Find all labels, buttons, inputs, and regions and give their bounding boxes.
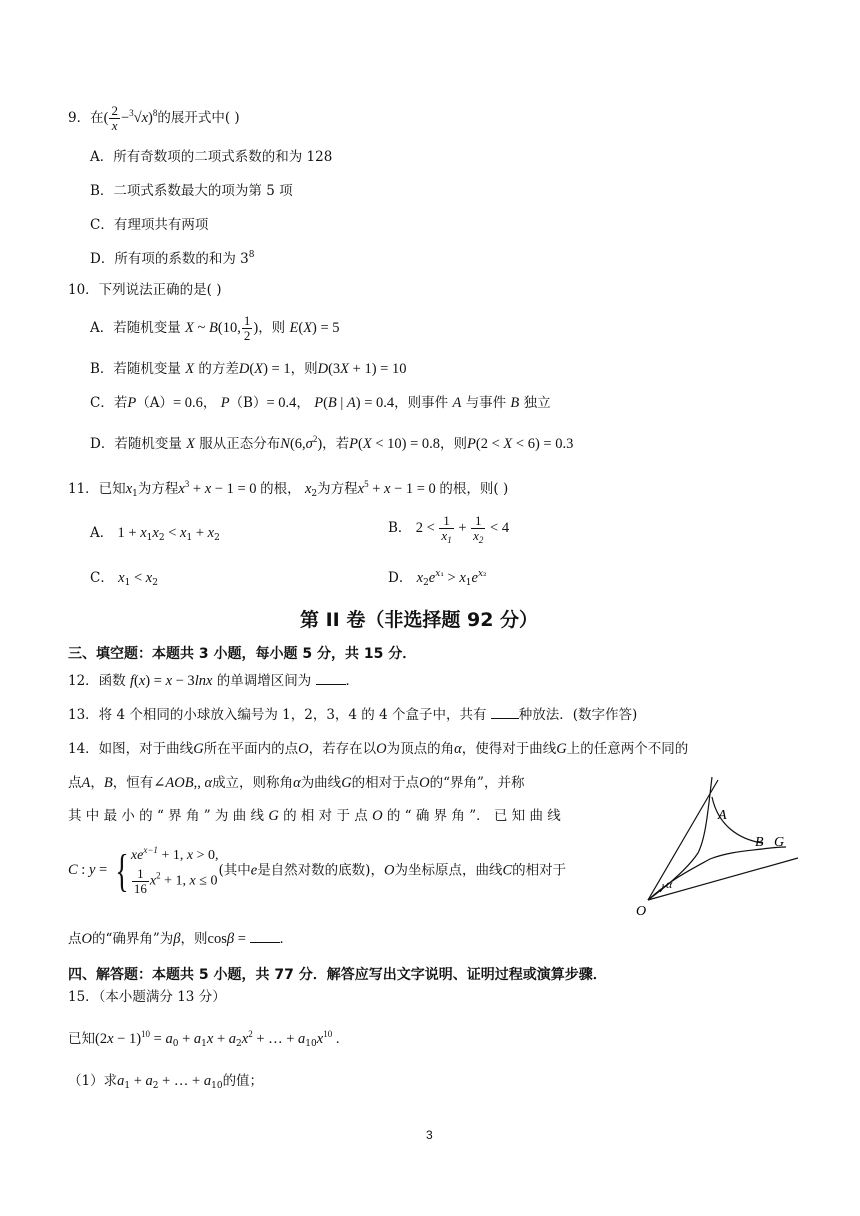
q9-stem: 9．在( $\frac{2}{x}$ −$^3$√x)$^8$的展开式中( ) [68, 103, 240, 133]
q14-line-3: 其 中 最 小 的 “ 界 角 ” 为 曲 线 G 的 相 对 于 点 O 的 “ 确 界 角 ”． 已 知 曲 线 [68, 808, 561, 824]
label-o: O [636, 904, 647, 919]
q14-line-5: 点O的“确界角”为β，则cosβ = ． [68, 931, 294, 947]
q11-option-d: D． $x_2e^{x_1} > x_1e^{x_2}$ [388, 569, 487, 588]
q10-option-d: D．若随机变量 X 服从正态分布$N(6,\sigma^2)$，若P(X < 10) = 0.8，则P(2 < X < 6) = 0.3 [90, 434, 574, 452]
ray-upper [648, 780, 718, 900]
q14-line-1: 14．如图，对于曲线G所在平面内的点O，若存在以O为顶点的角α，使得对于曲线G上的任意两个不同的 [68, 741, 689, 757]
q15-given: 已知$(2x - 1)^{10} = a_0 + a_1x + a_2x^2$ + … + $a_{10}x^{10}$ . [68, 1029, 340, 1049]
curve-g-upper [648, 777, 712, 900]
q11-option-c: C． $x_1 < x_2$ [90, 570, 158, 588]
q9-option-d: D．所有项的系数的和为 $3^8$ [90, 250, 255, 267]
q11-stem: 11．已知$x_1$为方程$x^3 + x - 1 = 0$ 的根， $x_2$为方程$x^5 + x - 1 = 0$ 的根，则( ) [68, 479, 509, 499]
part-two-title: 第 II 卷（非选择题 92 分） [300, 609, 539, 631]
page-number: 3 [426, 1128, 433, 1142]
q10-option-b: B．若随机变量 X 的方差D(X) = 1，则D(3X + 1) = 10 [90, 361, 407, 377]
q11-option-a: A． $1 + x_1x_2 < x_1 + x_2$ [90, 525, 220, 543]
curve-g-lower [648, 847, 786, 900]
q14-line-2: 点A，B，恒有∠AOB,, α成立，则称角α为曲线G的相对于点O的“界角”，并称 [68, 775, 525, 791]
label-alpha: α [666, 877, 673, 891]
q15-title: 15．（本小题满分 13 分） [68, 989, 226, 1005]
q10-stem: 10．下列说法正确的是( ) [68, 282, 222, 298]
q13: 13．将 4 个相同的小球放入编号为 1，2，3，4 的 4 个盒子中，共有 种放法．(数字作答) [68, 707, 638, 723]
label-b: B [755, 835, 764, 850]
q12: 12．函数 f(x) = x − 3lnx 的单调增区间为 ． [68, 673, 359, 689]
answer-blank[interactable] [491, 706, 519, 719]
label-g: G [774, 835, 785, 850]
fraction-2-over-x: $\frac{2}{x}$ [111, 103, 118, 133]
label-a: A [718, 808, 727, 823]
q9-option-b: B．二项式系数最大的项为第 5 项 [90, 183, 293, 199]
q10-option-c: C．若P（A）= 0.6， P（B）= 0.4， P(B | A) = 0.4，则事件 A 与事件 B 独立 [90, 395, 551, 411]
answer-blank[interactable] [250, 930, 280, 943]
boundary-angle-figure [630, 775, 800, 920]
q10-option-a: A．若随机变量 X ~ B(10, $\frac{1}{2}$ )，则 E(X) = 5 [90, 313, 340, 343]
q9-option-c: C．有理项共有两项 [90, 217, 209, 233]
q15-part-1: （1）求$a_1 + a_2$ + … + $a_{10}$的值； [68, 1073, 264, 1091]
q11-option-b: B． 2 < $\frac{1}{x_1}$ + $\frac{1}{x_2}$ < 4 [388, 513, 510, 545]
section-four-heading: 四、解答题：本题共 5 小题，共 77 分．解答应写出文字说明、证明过程或演算步骤． [68, 967, 607, 983]
section-three-heading: 三、填空题：本题共 3 小题，每小题 5 分，共 15 分． [68, 646, 417, 662]
answer-blank[interactable] [316, 672, 346, 685]
q14-curve-definition: C : y = { $xe^{x-1} + 1$, x > 0, $\frac{1}{16}$ $x^2 + 1$, x ≤ 0 (其中e是自然对数的底数)，O为坐标原点，曲线C的相对于 [68, 844, 567, 896]
q9-option-a: A．所有奇数项的二项式系数的和为 128 [90, 149, 333, 165]
